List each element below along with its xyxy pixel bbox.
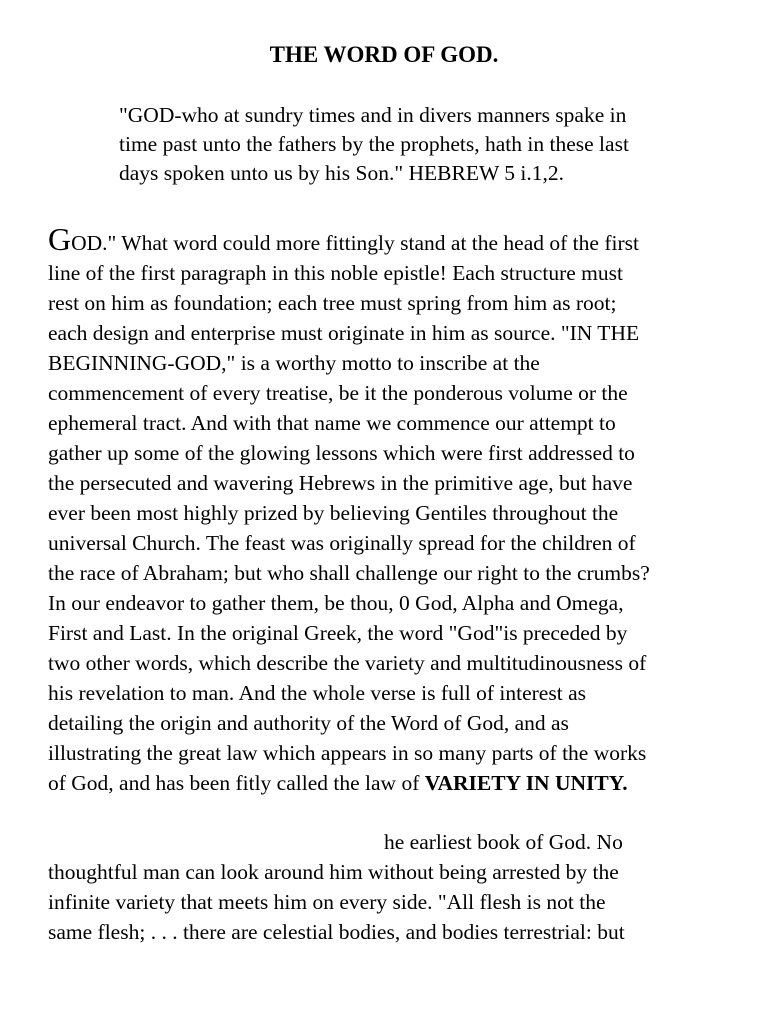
paragraph-line: ever been most highly prized by believing Gentiles throughout the — [48, 501, 619, 525]
first-line-text: OD." What word could more fittingly stand at the head of the first — [71, 231, 639, 255]
paragraph-line: each design and enterprise must originate in him as source. "IN THE — [48, 321, 640, 345]
paragraph-line: commencement of every treatise, be it the ponderous volume or the — [48, 381, 628, 405]
epigraph-line: "GOD-who at sundry times and in divers manners spake in — [119, 103, 627, 127]
page-title: THE WORD OF GOD. — [269, 42, 499, 67]
paragraph-line: infinite variety that meets him on every side. "All flesh is not the — [48, 890, 606, 914]
paragraph-line: same flesh; . . . there are celestial bodies, and bodies terrestrial: but — [48, 920, 625, 944]
body-paragraph-2 — [48, 827, 748, 947]
paragraph-line: ephemeral tract. And with that name we commence our attempt to — [48, 411, 616, 435]
epigraph-quote — [119, 101, 719, 188]
emphasis-text: VARIETY IN UNITY. — [424, 771, 628, 795]
paragraph-line: the race of Abraham; but who shall challenge our right to the crumbs? — [48, 561, 650, 585]
last-line-text: of God, and has been fitly called the law of — [48, 771, 425, 795]
paragraph-line: his revelation to man. And the whole verse is full of interest as — [48, 681, 586, 705]
epigraph-line: time past unto the fathers by the prophets, hath in these last — [119, 132, 629, 156]
drop-cap: G — [48, 221, 72, 257]
paragraph-line: First and Last. In the original Greek, the word "God"is preceded by — [48, 621, 628, 645]
paragraph-line: he earliest book of God. No — [384, 830, 623, 854]
paragraph-line: the persecuted and wavering Hebrews in the primitive age, but have — [48, 471, 633, 495]
paragraph-line: detailing the origin and authority of the Word of God, and as — [48, 711, 569, 735]
epigraph-line: days spoken unto us by his Son." HEBREW 5 i.1,2. — [119, 161, 564, 185]
paragraph-line: In our endeavor to gather them, be thou, 0 God, Alpha and Omega, — [48, 591, 624, 615]
paragraph-line: gather up some of the glowing lessons which were first addressed to — [48, 441, 635, 465]
paragraph-line: BEGINNING-GOD," is a worthy motto to inscribe at the — [48, 351, 540, 375]
paragraph-line: illustrating the great law which appears in so many parts of the works — [48, 741, 647, 765]
paragraph-first-line — [48, 221, 748, 258]
paragraph-line: rest on him as foundation; each tree must spring from him as root; — [48, 291, 617, 315]
paragraph-line: two other words, which describe the variety and multitudinousness of — [48, 651, 647, 675]
paragraph-line: universal Church. The feast was originally spread for the children of — [48, 531, 636, 555]
paragraph-last-line — [48, 768, 748, 798]
paragraph-line: line of the first paragraph in this noble epistle! Each structure must — [48, 261, 623, 285]
paragraph-line: thoughtful man can look around him without being arrested by the — [48, 860, 619, 884]
body-paragraph-1 — [48, 221, 748, 798]
